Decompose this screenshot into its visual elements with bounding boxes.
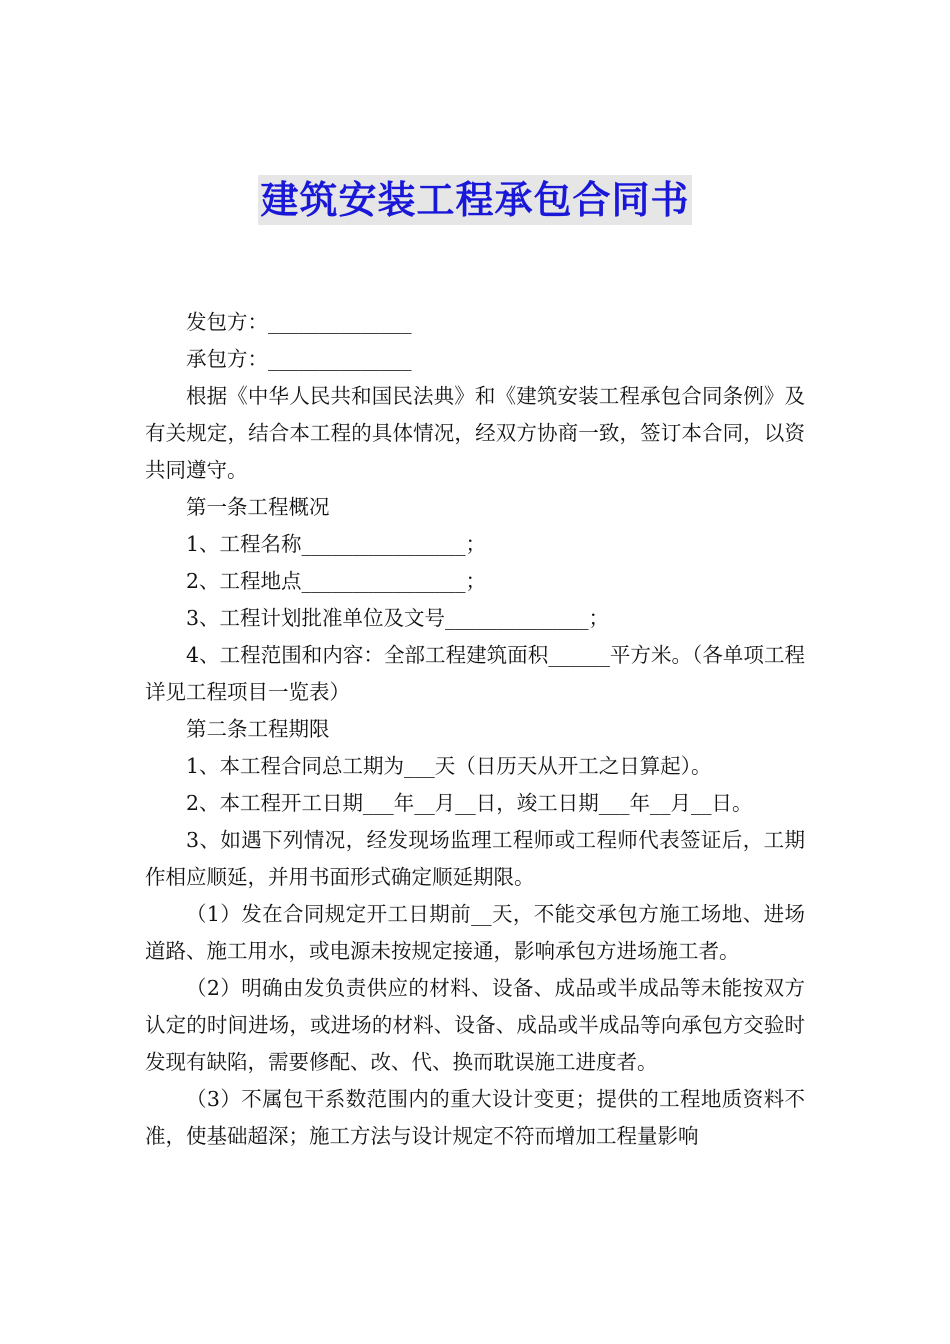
article-1-heading: 第一条工程概况 [186, 495, 330, 519]
preamble-paragraph: 根据《中华人民共和国民法典》和《建筑安装工程承包合同条例》及有关规定，结合本工程的具体情况，经双方协商一致，签订本合同，以资共同遵守。 [145, 384, 805, 482]
document-body [145, 304, 805, 1155]
condition-3-paragraph: （3）不属包干系数范围内的重大设计变更；提供的工程地质资料不准，使基础超深；施工方法与设计规定不符而增加工程量影响 [145, 1087, 805, 1148]
document-title: 建筑安装工程承包合同书 [258, 175, 691, 225]
employer-line: 发包方：______________ [186, 310, 412, 334]
start-end-date-line: 2、本工程开工日期___年__月__日，竣工日期___年__月__日。 [186, 791, 753, 815]
article-2-heading: 第二条工程期限 [186, 717, 330, 741]
project-name-line: 1、工程名称________________； [186, 532, 487, 556]
total-duration-line: 1、本工程合同总工期为___天（日历天从开工之日算起）。 [186, 754, 712, 778]
contractor-line: 承包方：______________ [186, 347, 412, 371]
condition-2-paragraph: （2）明确由发负责供应的材料、设备、成品或半成品等未能按双方认定的时间进场，或进场的材料、设备、成品或半成品等向承包方交验时发现有缺陷，需要修配、改、代、换而耽误施工进度者。 [145, 976, 805, 1074]
project-scope-paragraph: 4、工程范围和内容：全部工程建筑面积______平方米。（各单项工程详见工程项目一览表） [145, 643, 805, 704]
project-location-line: 2、工程地点________________； [186, 569, 487, 593]
approval-unit-line: 3、工程计划批准单位及文号______________； [186, 606, 610, 630]
extension-conditions-paragraph: 3、如遇下列情况，经发现场监理工程师或工程师代表签证后，工期作相应顺延，并用书面形式确定顺延期限。 [145, 828, 805, 889]
title-container [0, 175, 950, 225]
condition-1-paragraph: （1）发在合同规定开工日期前__天，不能交承包方施工场地、进场道路、施工用水，或电源未按规定接通，影响承包方进场施工者。 [145, 902, 805, 963]
